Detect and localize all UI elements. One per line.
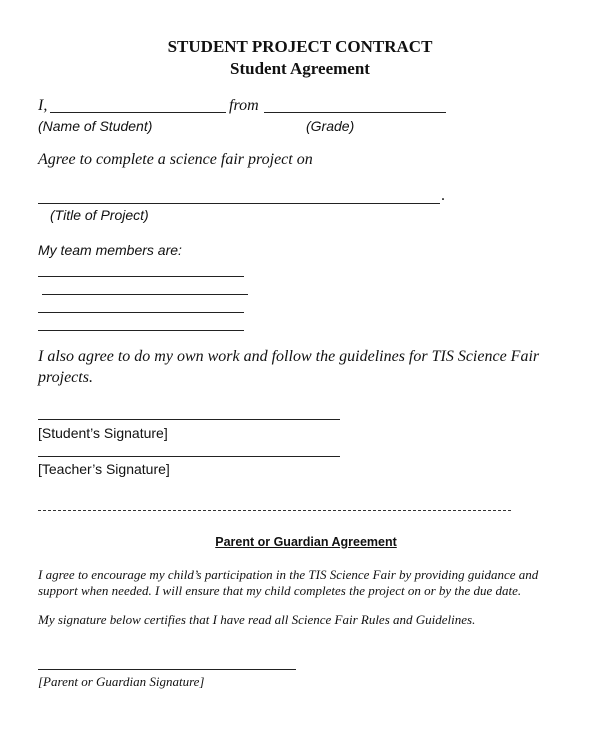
grade-caption: (Grade)	[306, 118, 355, 134]
team-label: My team members are:	[38, 242, 182, 258]
section-divider	[38, 510, 511, 511]
team-member-line	[38, 276, 244, 277]
teacher-signature-line	[38, 456, 340, 457]
student-signature-label: [Student’s Signature]	[38, 425, 168, 441]
document-title: STUDENT PROJECT CONTRACT	[167, 37, 433, 56]
parent-signature-line	[38, 669, 296, 670]
from-label: from	[229, 97, 259, 114]
encourage-text-cont: support when needed. I will ensure that my child completes the project on or by the due date.	[38, 583, 522, 598]
parent-heading: Parent or Guardian Agreement	[215, 535, 397, 549]
guidelines-text: I also agree to do my own work and follow the guidelines for TIS Science Fair	[38, 348, 540, 365]
student-signature-line	[38, 419, 340, 420]
title-period: .	[441, 187, 445, 204]
agree-text: Agree to complete a science fair project on	[38, 151, 313, 168]
encourage-text: I agree to encourage my child’s participation in the TIS Science Fair by providing guidance and	[38, 567, 539, 582]
grade-line	[264, 112, 446, 113]
student-name-line	[50, 112, 226, 113]
document-subtitle: Student Agreement	[230, 59, 370, 78]
title-caption: (Title of Project)	[50, 207, 149, 223]
parent-signature-label: [Parent or Guardian Signature]	[38, 674, 205, 689]
guidelines-text-cont: projects.	[38, 369, 93, 386]
team-member-line	[42, 294, 248, 295]
certify-text: My signature below certifies that I have read all Science Fair Rules and Guidelines.	[38, 612, 476, 627]
teacher-signature-label: [Teacher’s Signature]	[38, 461, 170, 477]
team-member-line	[38, 312, 244, 313]
team-member-line	[38, 330, 244, 331]
i-label: I,	[38, 97, 48, 114]
name-caption: (Name of Student)	[38, 118, 153, 134]
project-title-line	[38, 203, 440, 204]
